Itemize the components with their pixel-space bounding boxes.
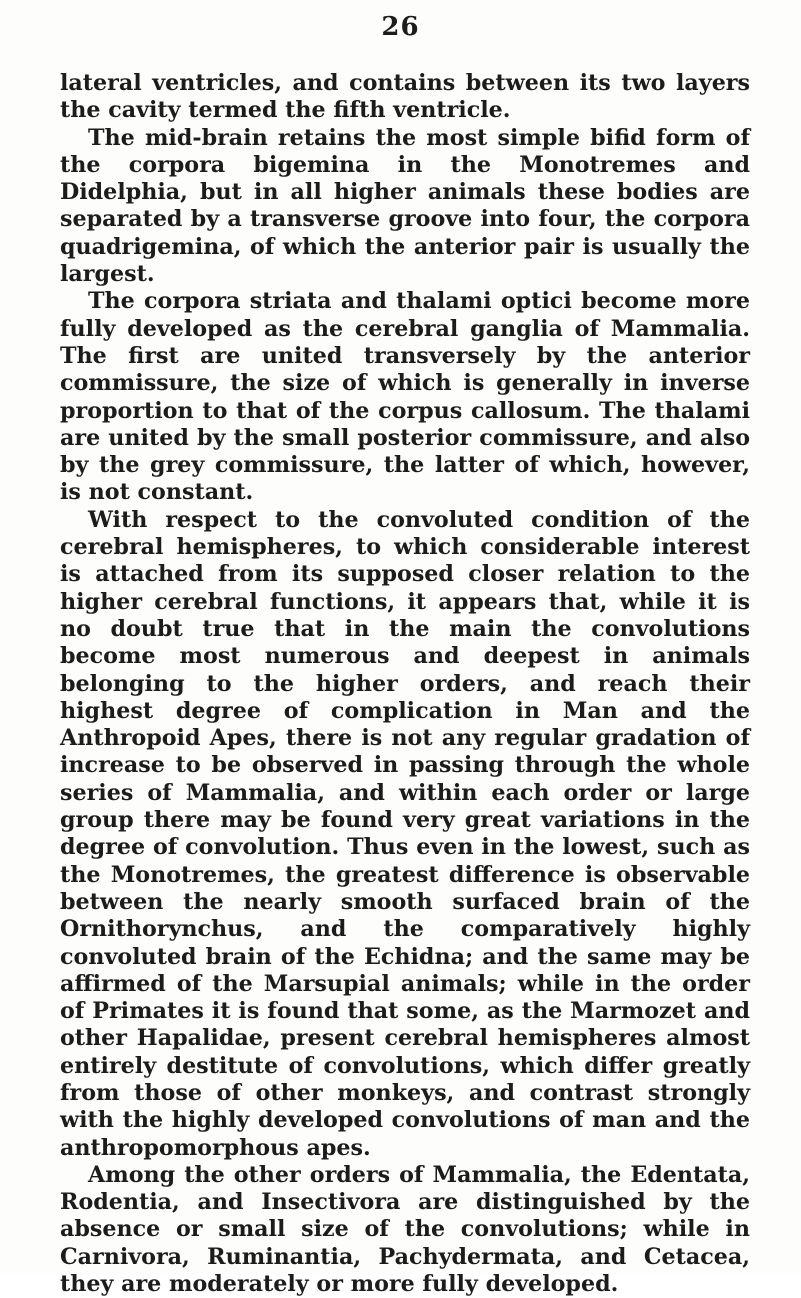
paragraph-corpora-striata: The corpora striata and thalami optici become more fully developed as the cerebral ganglia of Mammalia. The first are united transversely by the anterior commissure, the size of which is generally in inverse proportion to that of the corpus callosum. The thalami are united by the small posterior commissure, and also by the grey commissure, the latter of which, however, is not constant. bbox=[60, 288, 750, 506]
paragraph-mid-brain: The mid-brain retains the most simple bifid form of the corpora bigemina in the Monotremes and Didelphia, but in all higher animals these bodies are separated by a transverse groove into four, the corpora quadrigemina, of which the anterior pair is usually the largest. bbox=[60, 124, 750, 288]
page-number: 26 bbox=[381, 12, 420, 42]
paragraph-convolutions: With respect to the convoluted condition of the cerebral hemispheres, to which considerable interest is attached from its supposed closer relation to the higher cerebral functions, it appears that, while it is no doubt true that in the main the convolutions become most numerous and deepest in animals belonging to the higher orders, and reach their highest degree of complication in Man and the Anthropoid Apes, there is not any regular gradation of increase to be observed in passing through the whole series of Mammalia, and within each order or large group there may be found very great variations in the degree of convolution. Thus even in the lowest, such as the Monotremes, the greatest difference is observable between the nearly smooth surfaced brain of the Ornithorynchus, and the comparatively highly convoluted brain of the Echidna; and the same may be affirmed of the Marsupial animals; while in the order of Primates it is found that some, as the Marmozet and other Hapalidae, present cerebral hemispheres almost entirely destitute of convolutions, which differ greatly from those of other monkeys, and contrast strongly with the highly developed convolutions of man and the anthropomorphous apes. bbox=[60, 506, 750, 1161]
body-text bbox=[60, 70, 750, 1298]
paragraph-continuation: lateral ventricles, and contains between its two layers the cavity termed the fifth ventricle. bbox=[60, 70, 750, 124]
paragraph-other-orders: Among the other orders of Mammalia, the Edentata, Rodentia, and Insectivora are distinguished by the absence or small size of the convolutions; while in Carnivora, Ruminantia, Pachydermata, and Cetacea, they are moderately or more fully developed. bbox=[60, 1161, 750, 1298]
